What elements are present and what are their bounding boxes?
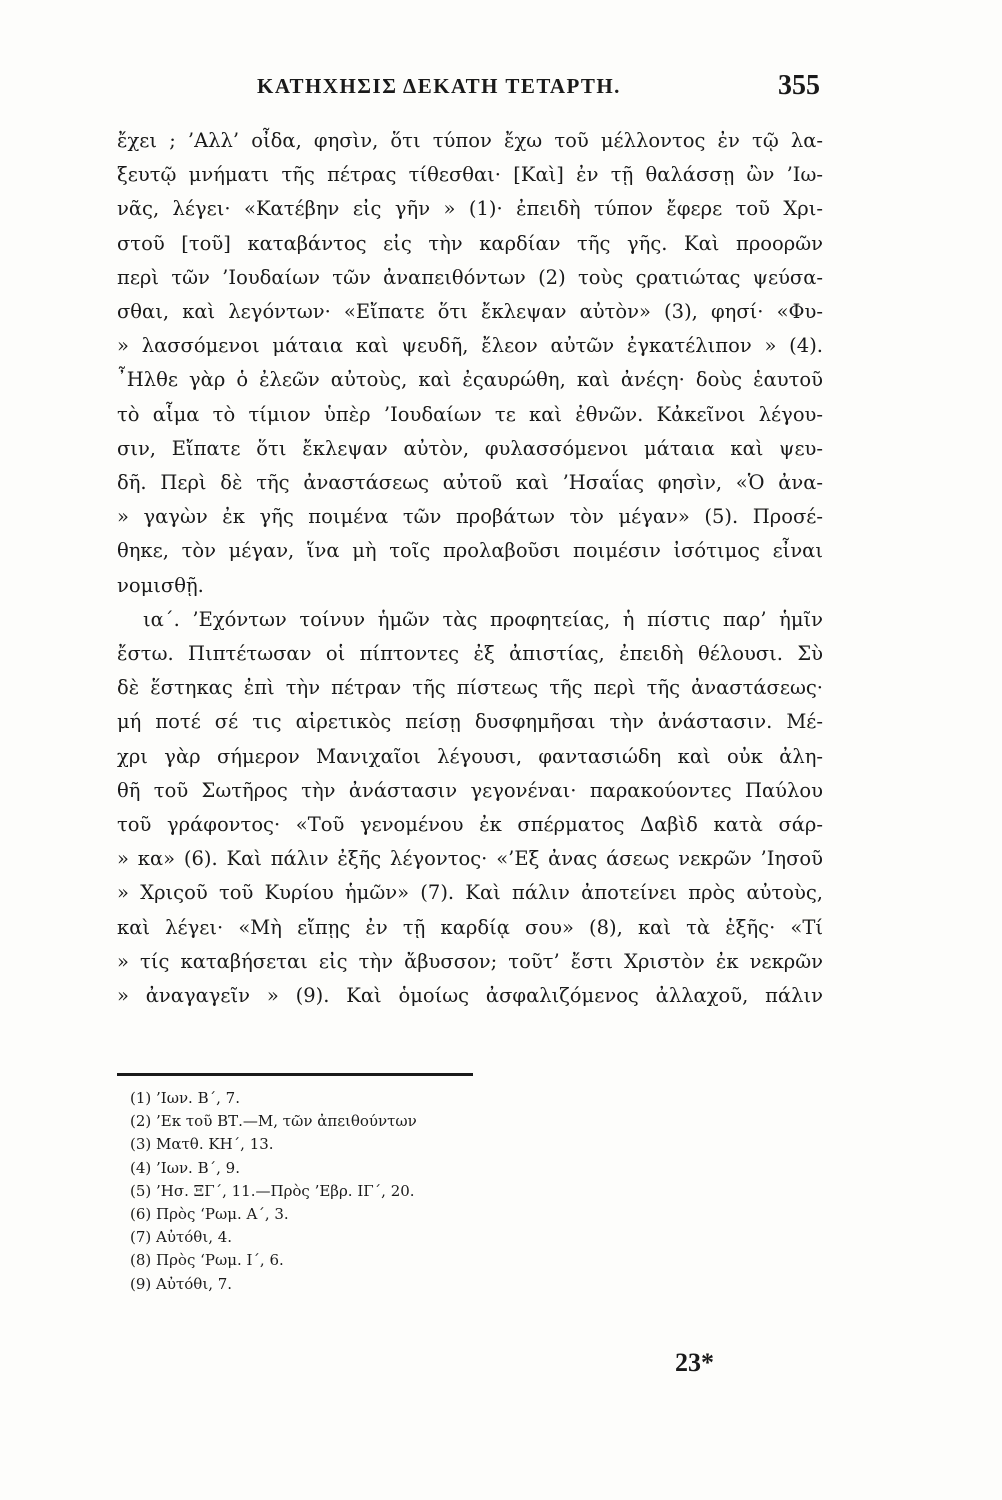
footnotes xyxy=(130,1087,730,1296)
paragraph-start-line: ια΄. ’Εχόντων τοίνυν ἡμῶν τὰς προφητείας, ἡ πίστις παρ’ ἡμῖν xyxy=(143,607,823,631)
main-text xyxy=(117,124,823,1013)
footnote: (8) Πρὸς ‘Ρωμ. Ι΄, 6. xyxy=(130,1251,284,1270)
text-line: ἔχει ; ’Αλλ’ οἶδα, φησὶν, ὅτι τύπον ἔχω τοῦ μέλλοντος ἐν τῷ λα- xyxy=(117,129,823,152)
footnote: (1) ’Ιων. Β΄, 7. xyxy=(130,1089,240,1107)
page-number: 355 xyxy=(778,70,820,101)
footnote: (3) Ματθ. ΚΗ΄, 13. xyxy=(130,1135,274,1154)
text-line: στοῦ [τοῦ] καταβάντος εἰς τὴν καρδίαν τῆς γῆς. Καὶ προορῶν xyxy=(117,231,823,255)
text-line: περὶ τῶν ’Ιουδαίων τῶν ἀναπειθόντων (2) τοὺς ςρατιώτας ψεύσα- xyxy=(117,265,823,289)
text-line: σθαι, καὶ λεγόντων· «Εἴπατε ὅτι ἔκλεψαν αὐτὸν» (3), φησί· «Φυ- xyxy=(117,300,823,324)
text-line: » γαγὼν ἐκ γῆς ποιμένα τῶν προβάτων τὸν μέγαν» (5). Προσέ- xyxy=(117,505,823,529)
footnote: (7) Αὐτόθι, 4. xyxy=(130,1228,233,1247)
footnote: (4) ’Ιων. Β΄, 9. xyxy=(130,1158,240,1177)
footnote-divider xyxy=(117,1073,473,1076)
text-line: » λασσόμενοι μάταια καὶ ψευδῆ, ἔλεον αὐτῶν ἐγκατέλιπον » (4). xyxy=(117,334,823,358)
signature-mark: 23* xyxy=(675,1348,714,1377)
running-head xyxy=(112,70,824,114)
text-line: καὶ λέγει· «Μὴ εἴπῃς ἐν τῇ καρδίᾳ σου» (8), καὶ τὰ ἑξῆς· «Τί xyxy=(117,915,823,939)
text-line: θηκε, τὸν μέγαν, ἵνα μὴ τοῖς προλαβοῦσι ποιμέσιν ἰσότιμος εἶναι xyxy=(117,539,823,563)
text-line: δὲ ἕστηκας ἐπὶ τὴν πέτραν τῆς πίστεως τῆς περὶ τῆς ἀναστάσεως· xyxy=(117,676,823,700)
text-line: νομισθῇ. xyxy=(117,573,204,597)
text-line: νᾶς, λέγει· «Κατέβην εἰς γῆν » (1)· ἐπειδὴ τύπον ἔφερε τοῦ Χρι- xyxy=(117,197,823,221)
footnote: (5) ’Ησ. ΞΓ΄, 11.—Πρὸς ’Εβρ. ΙΓ΄, 20. xyxy=(130,1181,415,1200)
text-line: χρι γὰρ σήμερον Μανιχαῖοι λέγουσι, φαντασιώδη καὶ οὐκ ἀλη- xyxy=(117,744,823,768)
text-line: τὸ αἷμα τὸ τίμιον ὑπὲρ ’Ιουδαίων τε καὶ ἐθνῶν. Κἀκεῖνοι λέγου- xyxy=(117,402,823,426)
text-line: ἔστω. Πιπτέτωσαν οἱ πίπτοντες ἐξ ἀπιστίας, ἐπειδὴ θέλουσι. Σὺ xyxy=(117,642,823,666)
text-line: θῆ τοῦ Σωτῆρος τὴν ἀνάστασιν γεγονέναι· παρακούοντες Παύλου xyxy=(117,778,823,802)
running-title: ΚΑΤΗΧΗΣΙΣ ΔΕΚΑΤΗ ΤΕΤΑΡΤΗ. xyxy=(257,74,621,98)
text-line: τοῦ γράφοντος· «Τοῦ γενομένου ἐκ σπέρματος Δαβὶδ κατὰ σάρ- xyxy=(117,813,823,837)
text-line: » Χριςοῦ τοῦ Κυρίου ἡμῶν» (7). Καὶ πάλιν ἀποτείνει πρὸς αὐτοὺς, xyxy=(117,881,823,905)
text-line: ῏Ηλθε γὰρ ὁ ἐλεῶν αὐτοὺς, καὶ ἐςαυρώθη, καὶ ἀνέςη· δοὺς ἑαυτοῦ xyxy=(117,368,823,392)
text-line: » τίς καταβήσεται εἰς τὴν ἄβυσσον; τοῦτ’ ἔστι Χριστὸν ἐκ νεκρῶν xyxy=(117,949,823,973)
footnote: (6) Πρὸς ‘Ρωμ. Α΄, 3. xyxy=(130,1205,289,1224)
text-line: δῆ. Περὶ δὲ τῆς ἀναστάσεως αὐτοῦ καὶ ’Ησαΐας φησὶν, «Ὁ ἀνα- xyxy=(117,471,823,495)
text-line: ξευτῷ μνήματι τῆς πέτρας τίθεσθαι· [Καὶ] ἐν τῇ θαλάσσῃ ὢν ’Ιω- xyxy=(117,163,823,187)
text-line: » ἀναγαγεῖν » (9). Καὶ ὁμοίως ἀσφαλιζόμενος ἀλλαχοῦ, πάλιν xyxy=(117,984,823,1008)
footnote: (2) ’Εκ τοῦ ΒΤ.—Μ, τῶν ἀπειθούντων xyxy=(130,1112,417,1131)
footnote: (9) Αὐτόθι, 7. xyxy=(130,1274,233,1293)
text-line: σιν, Εἴπατε ὅτι ἔκλεψαν αὐτὸν, φυλασσόμενοι μάταια καὶ ψευ- xyxy=(117,436,823,460)
text-line: μή ποτέ σέ τις αἱρετικὸς πείσῃ δυσφημῆσαι τὴν ἀνάστασιν. Μέ- xyxy=(117,710,823,734)
text-line: » κα» (6). Καὶ πάλιν ἐξῆς λέγοντος· «’Εξ ἀνας άσεως νεκρῶν ’Ιησοῦ xyxy=(117,847,823,871)
